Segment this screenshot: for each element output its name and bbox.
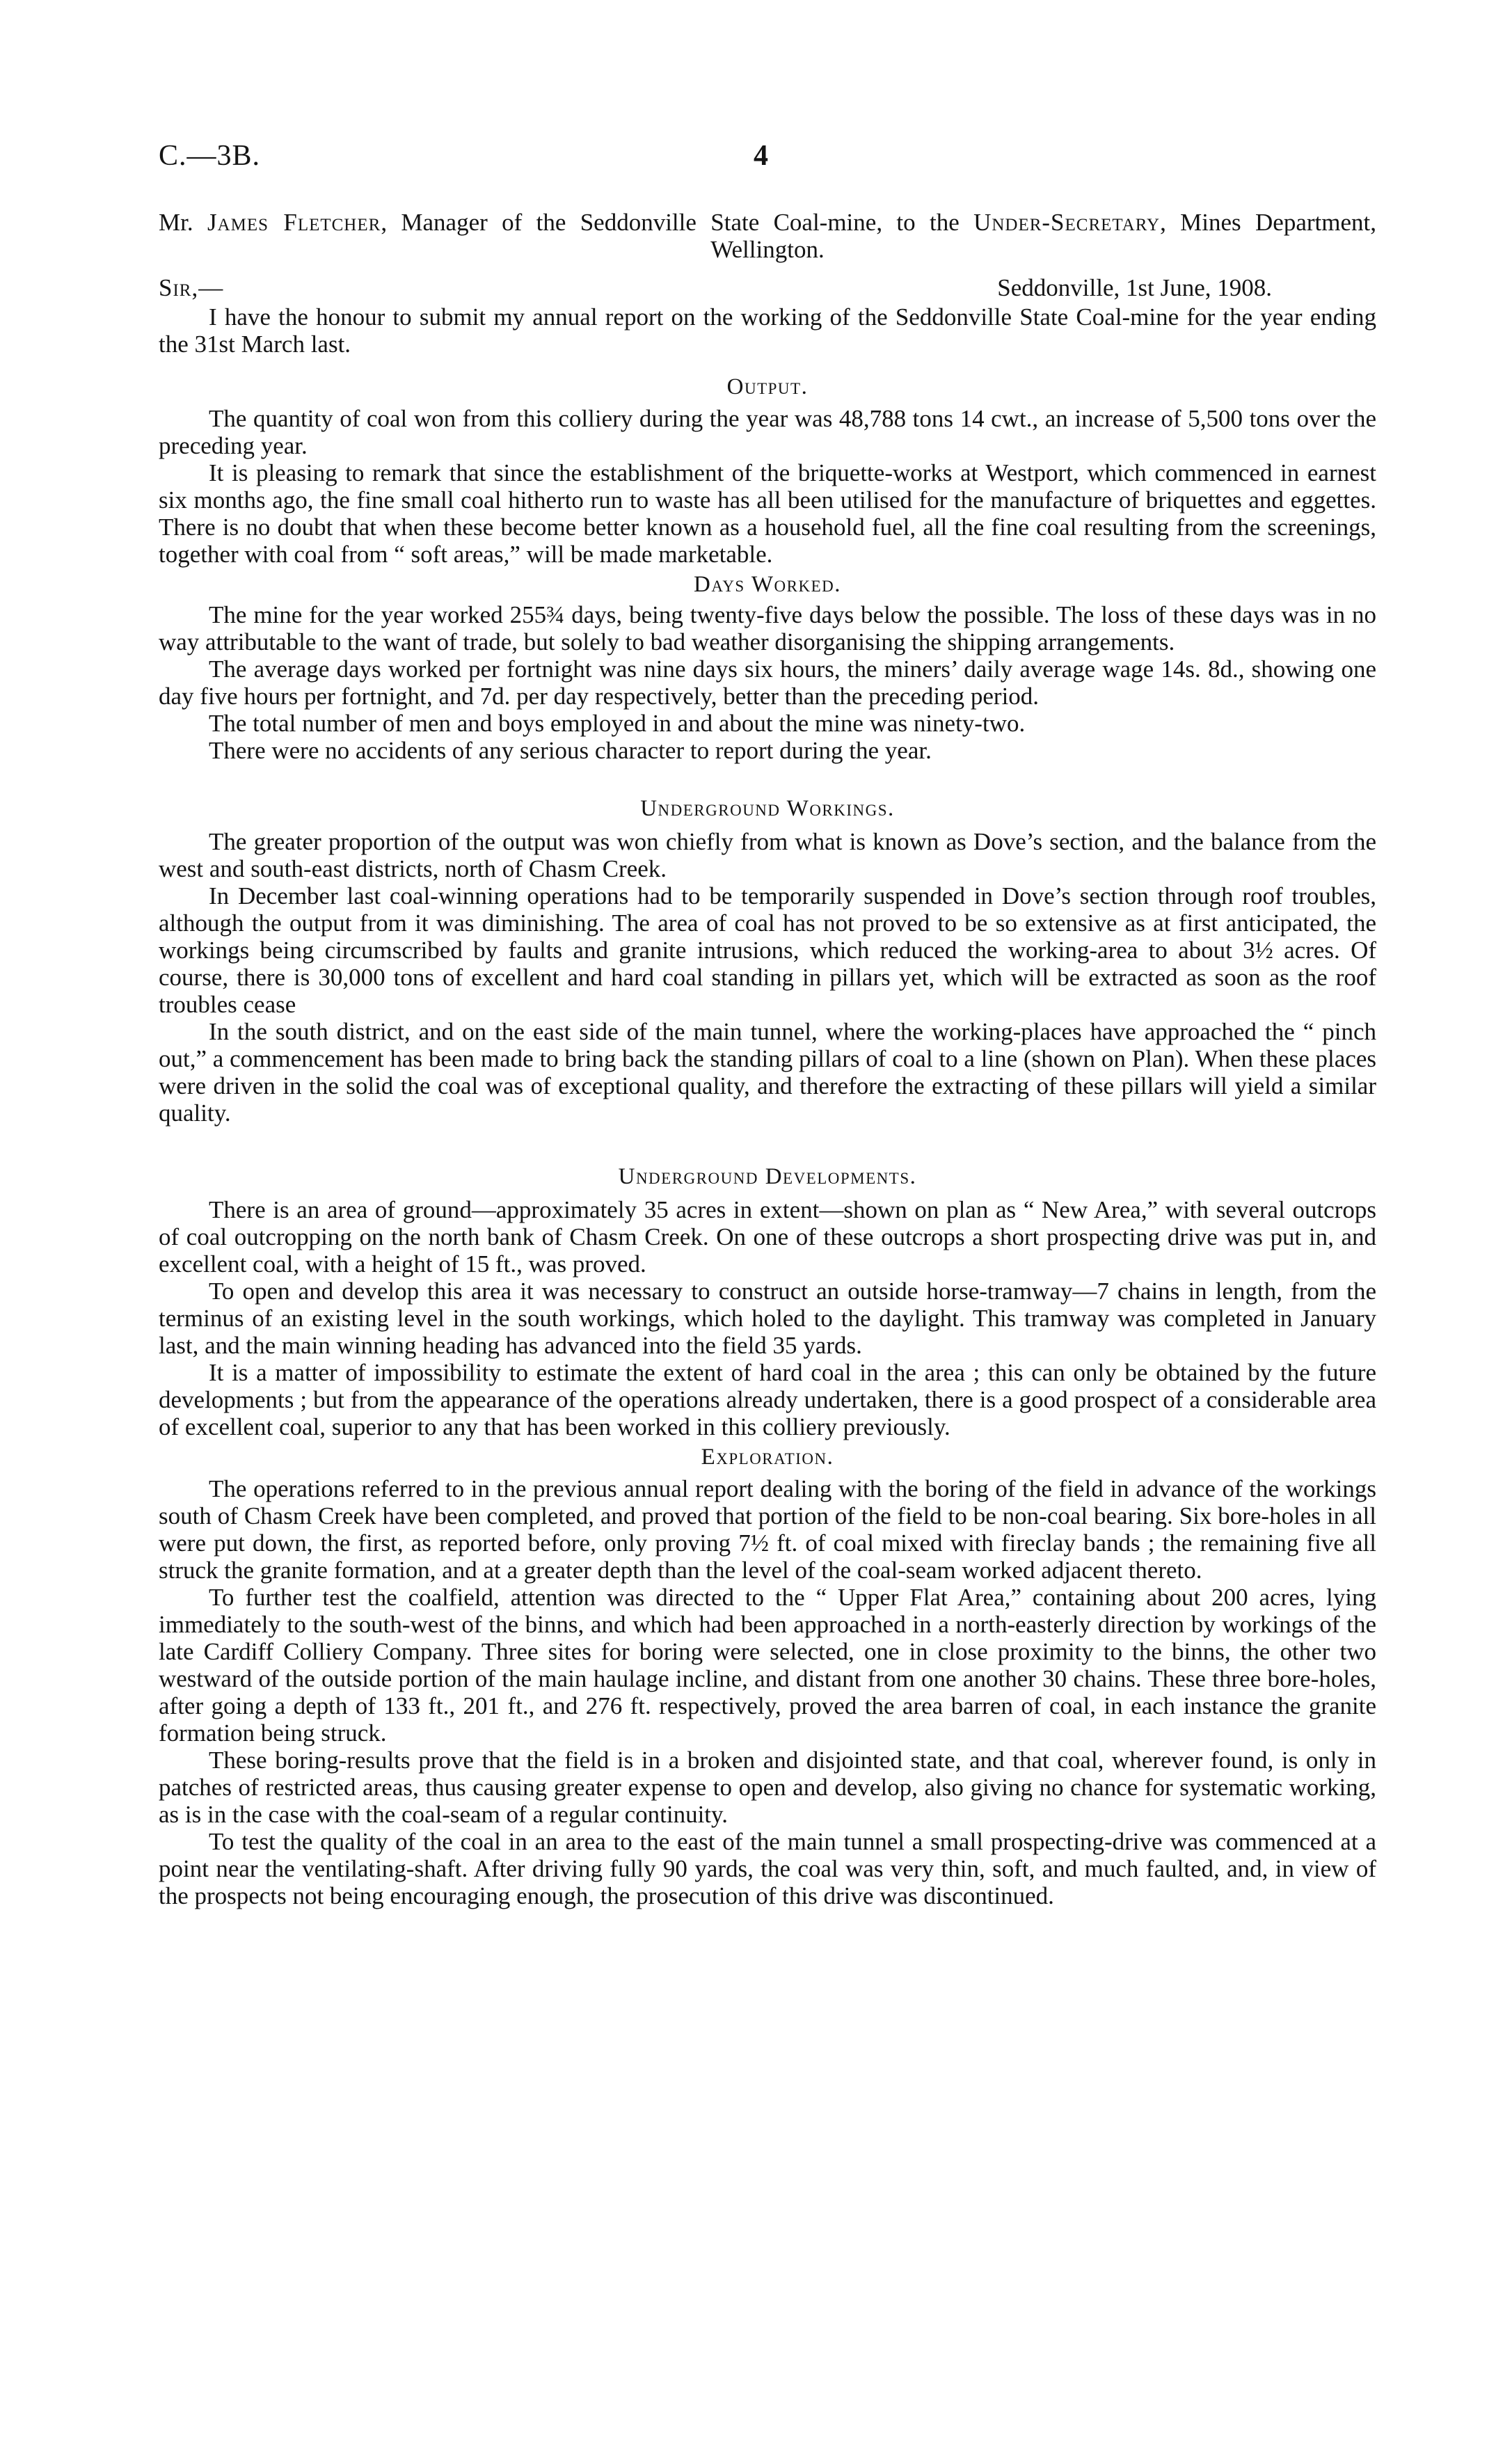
recipient-title: Under-Secretary xyxy=(973,209,1161,236)
recipient-department: , Mines Department, Wellington. xyxy=(710,209,1376,263)
page-header xyxy=(159,139,1376,178)
sender-name: James Fletcher xyxy=(207,209,381,236)
paragraph: There were no accidents of any serious character to report during the year. xyxy=(209,737,932,764)
document-body xyxy=(159,139,1376,1909)
place-date: Seddonville, 1st June, 1908. xyxy=(997,274,1272,301)
paragraph: These boring-results prove that the field is in a broken and disjointed state, and that coal, wherever found, is only in patches of restricted areas, thus causing greater expense to open and develop, also giving no chance for systematic working, as is in the case with the coal-seam of a regular continuity. xyxy=(159,1747,1376,1828)
paragraph: In December last coal-winning operations had to be temporarily suspended in Dove’s section through roof troubles, although the output from it was diminishing. The area of coal has not proved to be so extensive as at first anticipated, the workings being circumscribed by faults and granite intrusions, which reduced the working-area to about 3½ acres. Of course, there is 30,000 tons of excellent and hard coal standing in pillars yet, which will be extracted as soon as the roof troubles cease xyxy=(159,882,1376,1018)
letter-address xyxy=(159,209,1376,263)
paragraph: The total number of men and boys employed in and about the mine was ninety-two. xyxy=(209,710,1026,737)
section-heading-underground-workings: Underground Workings. xyxy=(640,796,895,821)
paragraph: The operations referred to in the previous annual report dealing with the boring of the field in advance of the workings south of Chasm Creek have been completed, and proved that portion of the field to be non-coal bearing. Six bore-holes in all were put down, the first, as reported before, only proving 7½ ft. of coal mixed with fireclay bands ; the remaining five all struck the granite formation, and at a greater depth than the level of the coal-seam worked adjacent thereto. xyxy=(159,1475,1376,1584)
section-heading-output: Output. xyxy=(726,374,809,399)
page-number: 4 xyxy=(754,140,768,172)
paragraph: To further test the coalfield, attention was directed to the “ Upper Flat Area,” containing about 200 acres, lying immediately to the south-west of the binns, and which had been approached in a north-easterly direction by workings of the late Cardiff Colliery Company. Three sites for boring were selected, one in close proximity to the binns, the other two westward of the outside portion of the main haulage incline, and distant from one another 30 chains. These three bore-holes, after going a depth of 133 ft., 201 ft., and 276 ft. respectively, proved the area barren of coal, in each instance the granite formation being struck. xyxy=(159,1584,1376,1747)
paragraph: It is pleasing to remark that since the establishment of the briquette-works at Westport, which commenced in earnest six months ago, the fine small coal hitherto run to waste has all been utilised for the manufacture of briquettes and eggettes. There is no doubt that when these become better known as a household fuel, all the fine coal resulting from the screenings, together with coal from “ soft areas,” will be made marketable. xyxy=(159,459,1376,568)
salutation: Sir,— xyxy=(159,274,224,301)
paragraph: It is a matter of impossibility to estimate the extent of hard coal in the area ; this can only be obtained by the future developments ; but from the appearance of the operations already undertaken, there is a good prospect of a considerable area of excellent coal, superior to any that has been worked in this colliery previously. xyxy=(159,1359,1376,1440)
document-reference: C.—3B. xyxy=(159,140,261,172)
paragraph: To open and develop this area it was necessary to construct an outside horse-tramway—7 chains in length, from the terminus of an existing level in the south workings, which holed to the daylight. This tramway was completed in January last, and the main winning heading has advanced into the field 35 yards. xyxy=(159,1278,1376,1359)
paragraph: The quantity of coal won from this colliery during the year was 48,788 tons 14 cwt., an increase of 5,500 tons over the preceding year. xyxy=(159,405,1376,459)
section-heading-exploration: Exploration. xyxy=(701,1445,834,1470)
section-heading-underground-developments: Underground Developments. xyxy=(618,1164,917,1189)
paragraph: The average days worked per fortnight was nine days six hours, the miners’ daily average wage 14s. 8d., showing one day five hours per fortnight, and 7d. per day respectively, better than the preceding period. xyxy=(159,655,1376,710)
sender-role: , Manager of the Seddonville State Coal-mine, to the xyxy=(381,209,974,236)
sender-prefix: Mr. xyxy=(159,209,207,236)
salutation-row xyxy=(159,274,1376,303)
paragraph: To test the quality of the coal in an area to the east of the main tunnel a small prospecting-drive was commenced at a point near the ventilating-shaft. After driving fully 90 yards, the coal was very thin, soft, and much faulted, and, in view of the prospects not being encouraging enough, the prosecution of this drive was discontinued. xyxy=(159,1828,1376,1909)
paragraph: The mine for the year worked 255¾ days, being twenty-five days below the possible. The loss of these days was in no way attributable to the want of trade, but solely to bad weather disorganising the shipping arrangements. xyxy=(159,601,1376,655)
intro-paragraph: I have the honour to submit my annual report on the working of the Seddonville State Coal-mine for the year ending the 31st March last. xyxy=(159,303,1376,358)
paragraph: In the south district, and on the east side of the main tunnel, where the working-places have approached the “ pinch out,” a commencement has been made to bring back the standing pillars of coal to a line (shown on Plan). When these places were driven in the solid the coal was of exceptional quality, and therefore the extracting of these pillars will yield a similar quality. xyxy=(159,1018,1376,1127)
section-heading-days-worked: Days Worked. xyxy=(693,572,841,597)
paragraph: The greater proportion of the output was won chiefly from what is known as Dove’s section, and the balance from the west and south-east districts, north of Chasm Creek. xyxy=(159,828,1376,882)
paragraph: There is an area of ground—approximately 35 acres in extent—shown on plan as “ New Area,” with several outcrops of coal outcropping on the north bank of Chasm Creek. On one of these outcrops a short prospecting drive was put in, and excellent coal, with a height of 15 ft., was proved. xyxy=(159,1196,1376,1278)
